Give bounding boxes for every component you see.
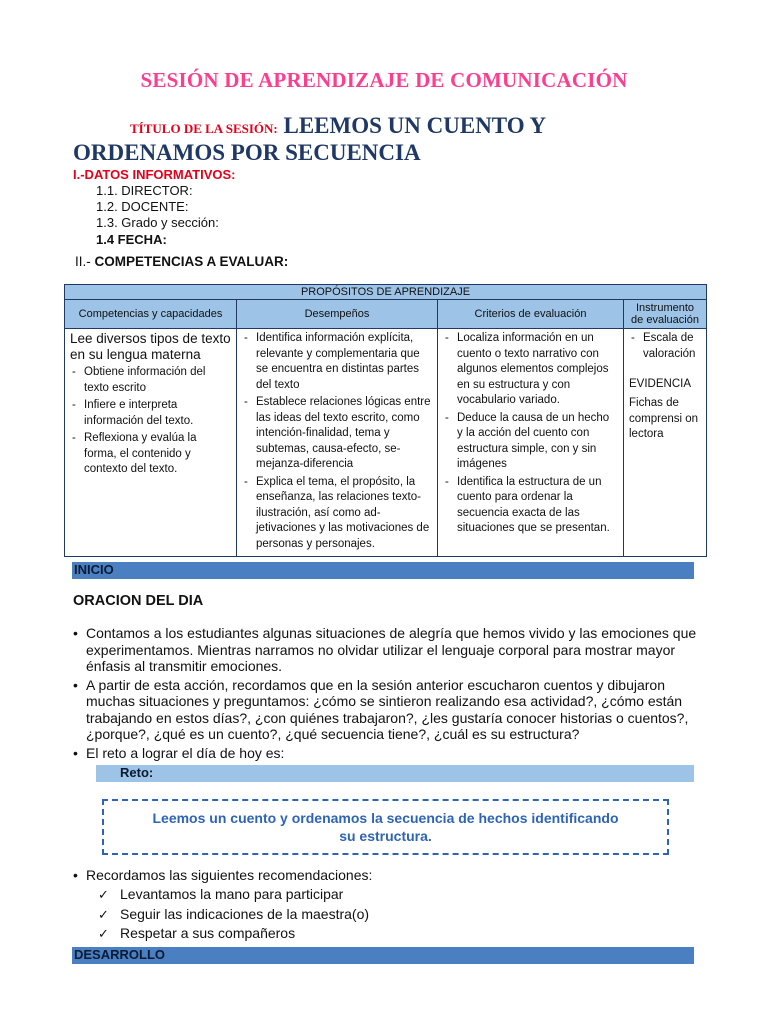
list-item: • El reto a lograr el día de hoy es: [72, 745, 702, 762]
col-header-criterios: Criterios de evaluación [438, 300, 624, 329]
instrumento-item: - Escala de valoración [629, 331, 701, 362]
oracion-heading: ORACION DEL DIA [73, 593, 204, 609]
cell-criterios [438, 329, 624, 557]
check-item: ✓ Respetar a sus compañeros [96, 924, 369, 944]
criterio-item: - Deduce la causa de un hecho y la acción del cuento con estructura simple, con y sin imágenes [443, 411, 618, 473]
cell-instrumento [624, 329, 707, 557]
list-item: • Contamos a los estudiantes algunas situaciones de alegría que hemos vivido y las emociones que experimentamos. Mientras narramos no olvidar utilizar el lenguaje corporal para mostrar mayor énfasis al transmitir emociones. [72, 625, 702, 675]
reto-box [102, 799, 669, 855]
col-header-desempenos: Desempeños [237, 300, 438, 329]
recomendaciones-list [96, 885, 369, 944]
reto-label: Reto: [120, 765, 154, 780]
session-title-label: TÍTULO DE LA SESIÓN: [130, 121, 278, 136]
check-item: ✓ Seguir las indicaciones de la maestra(o) [96, 905, 369, 925]
session-title-line1 [130, 112, 740, 143]
criterio-item: - Identifica la estructura de un cuento para ordenar la secuencia exacta de las situaciones que se presentan. [443, 475, 618, 537]
capacidad-item: - Infiere e interpreta información del texto. [70, 398, 231, 429]
desempeno-item: - Establece relaciones lógicas entre las ideas del texto escrito, como intención-finalidad, tema y subtemas, causa-efecto, se-mejanza-diferencia [242, 395, 432, 473]
col-header-instrumento: Instrumento de evaluación [624, 300, 707, 329]
list-item: • Recordamos las siguientes recomendaciones: [72, 867, 702, 883]
check-item: ✓ Levantamos la mano para participar [96, 885, 369, 905]
datos-docente: 1.2. DOCENTE: [96, 199, 189, 214]
section-label-desarrollo: DESARROLLO [74, 947, 165, 962]
section-bar-inicio [72, 562, 694, 579]
col-header-competencias: Competencias y capacidades [65, 300, 237, 329]
competencias-prefix: II.- [75, 254, 91, 269]
datos-fecha: 1.4 FECHA: [96, 232, 167, 247]
datos-grado: 1.3. Grado y sección: [96, 215, 219, 230]
session-title-line2: ORDENAMOS POR SECUENCIA [73, 140, 421, 165]
competencias-heading [75, 254, 288, 269]
capacidad-item: - Obtiene información del texto escrito [70, 365, 231, 396]
evidencia-label: EVIDENCIA [629, 378, 691, 390]
cell-desempenos [237, 329, 438, 557]
criterio-item: - Localiza información en un cuento o texto narrativo con algunos elementos complejos en su estructura y con vocabulario variado. [443, 331, 618, 409]
list-item: • A partir de esta acción, recordamos que en la sesión anterior escucharon cuentos y dibujaron muchas situaciones y preguntamos: ¿cómo se sintieron realizando esa actividad?, ¿cómo están trabajando en estos días?, ¿con quiénes trabajaron?, ¿les gustaría conocer historias o cuentos?, ¿porque?, ¿qué es un cuento?, ¿qué secuencia tiene?, ¿cuál es su estructura? [72, 677, 702, 743]
document-title: SESIÓN DE APRENDIZAJE DE COMUNICACIÓN [140, 68, 628, 92]
session-title-text-1: LEEMOS UN CUENTO Y [283, 113, 547, 138]
desempeno-item: - Identifica información explícita, relevante y complementaria que se encuentra en distintas partes del texto [242, 331, 432, 393]
evidencia-text: Fichas de comprensi on lectora [629, 397, 699, 440]
datos-heading: I.-DATOS INFORMATIVOS: [73, 167, 236, 182]
reto-bar [96, 765, 694, 782]
section-bar-desarrollo [72, 947, 694, 964]
cell-competencias [65, 329, 237, 557]
competencia-title: Lee diversos tipos de texto en su lengua materna [70, 331, 231, 362]
reto-text: Leemos un cuento y ordenamos la secuencia de hechos identificando su estructura. [152, 810, 619, 844]
recomendaciones-bullet [72, 867, 702, 883]
datos-director: 1.1. DIRECTOR: [96, 183, 193, 198]
section-label-inicio: INICIO [74, 562, 114, 577]
desempeno-item: - Explica el tema, el propósito, la enseñanza, las relaciones texto-ilustración, así como ad-jetivaciones y las motivaciones de personas y personajes. [242, 475, 432, 553]
table-top-header: PROPÓSITOS DE APRENDIZAJE [65, 285, 707, 300]
capacidad-item: - Reflexiona y evalúa la forma, el contenido y contexto del texto. [70, 431, 231, 478]
competencias-title: COMPETENCIAS A EVALUAR: [94, 254, 289, 269]
inicio-bullets [72, 625, 702, 763]
purposes-table [64, 284, 707, 557]
